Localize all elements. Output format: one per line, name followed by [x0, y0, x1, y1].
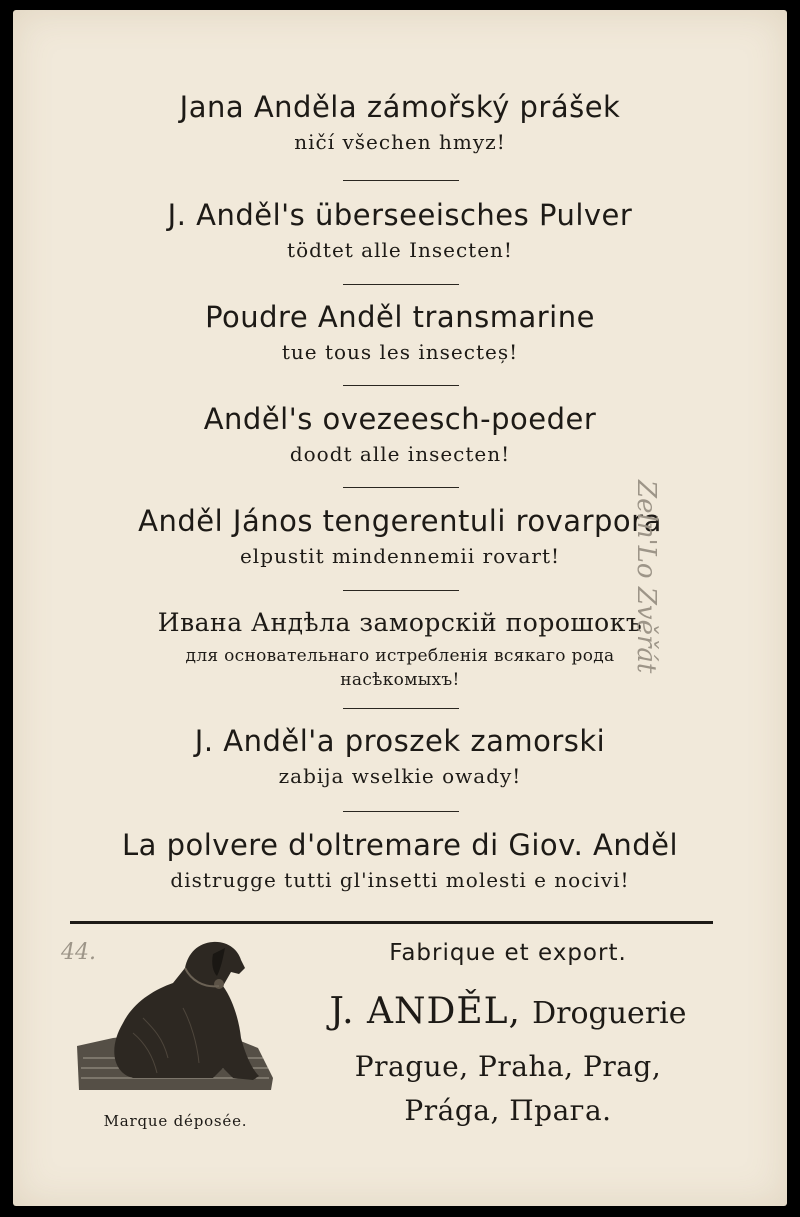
divider: [343, 708, 459, 709]
advertising-card: [13, 10, 787, 1206]
ad-tagline: tue tous les insecteș!: [281, 340, 519, 364]
ad-headline: J. Anděl'a proszek zamorski: [194, 724, 606, 758]
ad-tagline: tödtet alle Insecten!: [287, 238, 513, 262]
ad-polish: [13, 724, 787, 790]
divider: [343, 487, 459, 488]
trade-note: Fabrique et export.: [389, 940, 627, 966]
trademark-caption: Marque déposée.: [103, 1112, 248, 1130]
ad-russian: [13, 606, 787, 692]
ad-tagline: doodt alle insecten!: [289, 442, 511, 466]
ad-headline: J. Anděl's überseeisches Pulver: [167, 198, 633, 232]
ad-tagline: distrugge tutti gl'insetti molesti e nocivi!: [170, 868, 630, 892]
cities-line-1: Prague, Praha, Prag,: [354, 1050, 662, 1083]
pencil-margin-note: Zeln'Lo Zvěřát: [631, 480, 661, 674]
ad-german: [13, 198, 787, 264]
ad-headline: Anděl János tengerentuli rovarpora: [138, 504, 662, 538]
ad-headline: Poudre Anděl transmarine: [205, 300, 595, 334]
ad-hungarian: [13, 504, 787, 570]
ad-french: [13, 300, 787, 366]
ad-dutch: [13, 402, 787, 468]
ad-headline: Ивана Андѣла заморскій порошокъ: [157, 608, 643, 637]
ad-czech: [13, 90, 787, 156]
divider: [343, 284, 459, 285]
footer-separator: [70, 921, 713, 924]
ad-headline: Jana Anděla zámořský prášek: [179, 90, 621, 124]
divider: [343, 180, 459, 181]
divider: [343, 385, 459, 386]
cities-line-2: Prága, Прага.: [404, 1094, 612, 1127]
ad-tagline-continued: насѣкомыхъ!: [340, 670, 460, 690]
pencil-corner-mark: 44.: [61, 940, 96, 965]
ad-tagline: elpustit mindennemii rovart!: [239, 544, 561, 568]
divider: [343, 811, 459, 812]
ad-italian: [13, 828, 787, 894]
ad-headline: La polvere d'oltremare di Giov. Anděl: [121, 828, 679, 862]
company-name: J. ANDĚL,: [329, 991, 521, 1032]
divider: [343, 590, 459, 591]
dog-trademark-icon: [73, 928, 278, 1098]
ad-tagline: ničí všechen hmyz!: [294, 130, 506, 154]
ad-tagline: для основательнаго истребленія всякаго рода: [185, 646, 615, 666]
ad-tagline: zabija wselkie owady!: [278, 764, 522, 788]
ad-headline: Anděl's ovezeesch-poeder: [203, 402, 597, 436]
company-name-line: [293, 992, 723, 1038]
company-type: Droguerie: [532, 996, 687, 1031]
